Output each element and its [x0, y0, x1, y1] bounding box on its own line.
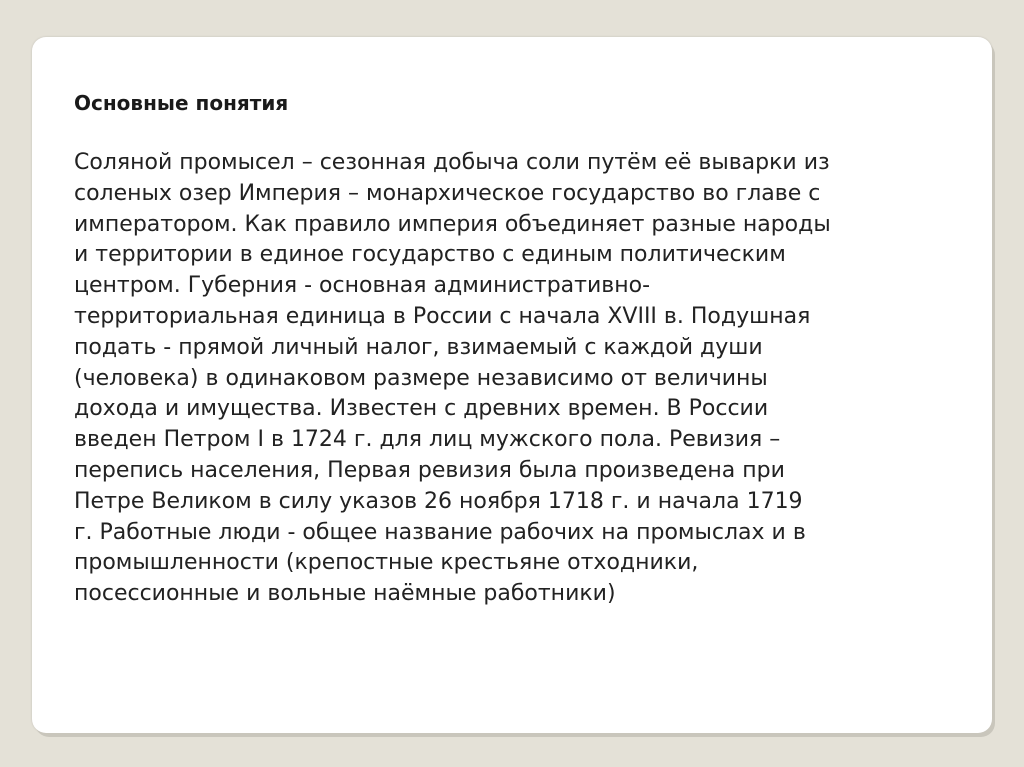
slide-content: [74, 91, 954, 610]
body-line: и территории в единое государство с единым политическим: [74, 242, 786, 268]
body-line: Соляной промысел – сезонная добыча соли путём её выварки из: [74, 150, 830, 175]
body-line: посессионные и вольные наёмные работники): [74, 581, 616, 607]
body-line: центром. Губерния - основная административно-: [74, 273, 651, 299]
slide-card: [32, 37, 992, 733]
slide-body-text: [74, 148, 954, 610]
body-line: перепись населения, Первая ревизия была произведена при: [74, 457, 785, 483]
body-line: Петре Великом в силу указов 26 ноября 1718 г. и начала 1719: [74, 488, 803, 514]
body-line: г. Работные люди - общее название рабочих на промыслах и в: [74, 519, 806, 545]
body-line: территориальная единица в России с начала XVIII в. Подушная: [74, 303, 811, 329]
body-line: подать - прямой личный налог, взимаемый с каждой души: [74, 334, 763, 360]
body-line: введен Петром I в 1724 г. для лиц мужского пола. Ревизия –: [74, 427, 781, 453]
body-line: соленых озер Империя – монархическое государство во главе с: [74, 180, 821, 206]
body-line: императором. Как правило империя объединяет разные народы: [74, 211, 831, 237]
body-line: дохода и имущества. Известен с древних времен. В России: [74, 396, 769, 422]
body-line: промышленности (крепостные крестьяне отходники,: [74, 550, 699, 576]
slide-heading: Основные понятия: [74, 91, 289, 115]
body-line: (человека) в одинаковом размере независимо от величины: [74, 365, 768, 391]
